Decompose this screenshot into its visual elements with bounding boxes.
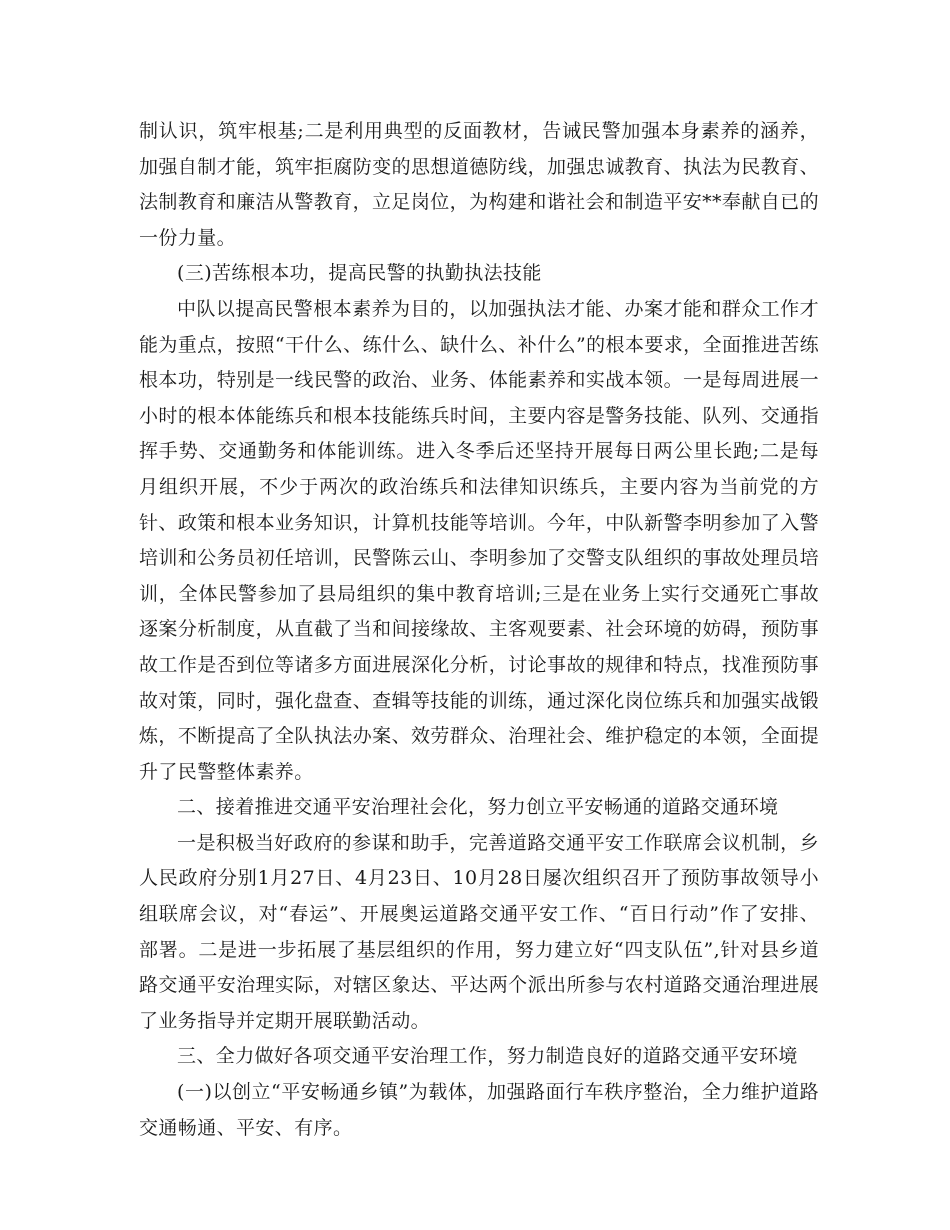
section-heading-3: (三)苦练根本功，提高民警的执勤执法技能 [177,262,542,285]
paragraph-2: 中队以提高民警根本素养为目的，以加强执法才能、办案才能和群众工作才能为重点，按照“干什么、练什么、缺什么、补什么”的根本要求，全面推进苦练根本功，特别是一线民警的政治、业务、体能素养和实战本领。一是每周进展一小时的根本体能练兵和根本技能练兵时间，主要内容是警务技能、队列、交通指挥手势、交通勤务和体能训练。进入冬季后还坚持开展每日两公里长跑;二是每月组织开展，不少于两次的政治练兵和法律知识练兵，主要内容为当前党的方针、政策和根本业务知识，计算机技能等培训。今年，中队新警李明参加了入警培训和公务员初任培训，民警陈云山、李明参加了交警支队组织的事故处理员培训，全体民警参加了县局组织的集中教育培训;三是在业务上实行交通死亡事故逐案分析制度，从直截了当和间接缘故、主客观要素、社会环境的妨碍，预防事故工作是否到位等诸多方面进展深化分析，讨论事故的规律和特点，找准预防事故对策，同时，强化盘查、查辑等技能的训练，通过深化岗位练兵和加强实战锻炼，不断提高了全队执法办案、效劳群众、治理社会、维护稳定的本领，全面提升了民警整体素养。 [139,297,819,783]
paragraph-3: 一是积极当好政府的参谋和助手，完善道路交通平安工作联席会议机制，乡人民政府分别1月27日、4月23日、10月28日屡次组织召开了预防事故领导小组联席会议，对“春运”、开展奥运道路交通平安工作、“百日行动”作了安排、部署。二是进一步拓展了基层组织的作用，努力建立好“四支队伍”,针对县乡道路交通平安治理实际，对辖区象达、平达两个派出所参与农村道路交通治理进展了业务指导并定期开展联勤活动。 [139,831,819,1032]
paragraph-1: 制认识，筑牢根基;二是利用典型的反面教材，告诫民警加强本身素养的涵养，加强自制才能，筑牢拒腐防变的思想道德防线，加强忠诚教育、执法为民教育、法制教育和廉洁从警教育，立足岗位，为构建和谐社会和制造平安**奉献自已的一份力量。 [139,120,819,249]
section-heading-two: 二、接着推进交通平安治理社会化，努力创立平安畅通的道路交通环境 [177,796,779,819]
document-page [139,114,819,1146]
section-heading-three: 三、全力做好各项交通平安治理工作，努力制造良好的道路交通平安环境 [177,1045,798,1068]
paragraph-4: (一)以创立“平安畅通乡镇”为载体，加强路面行车秩序整治，全力维护道路交通畅通、平安、有序。 [139,1081,819,1139]
